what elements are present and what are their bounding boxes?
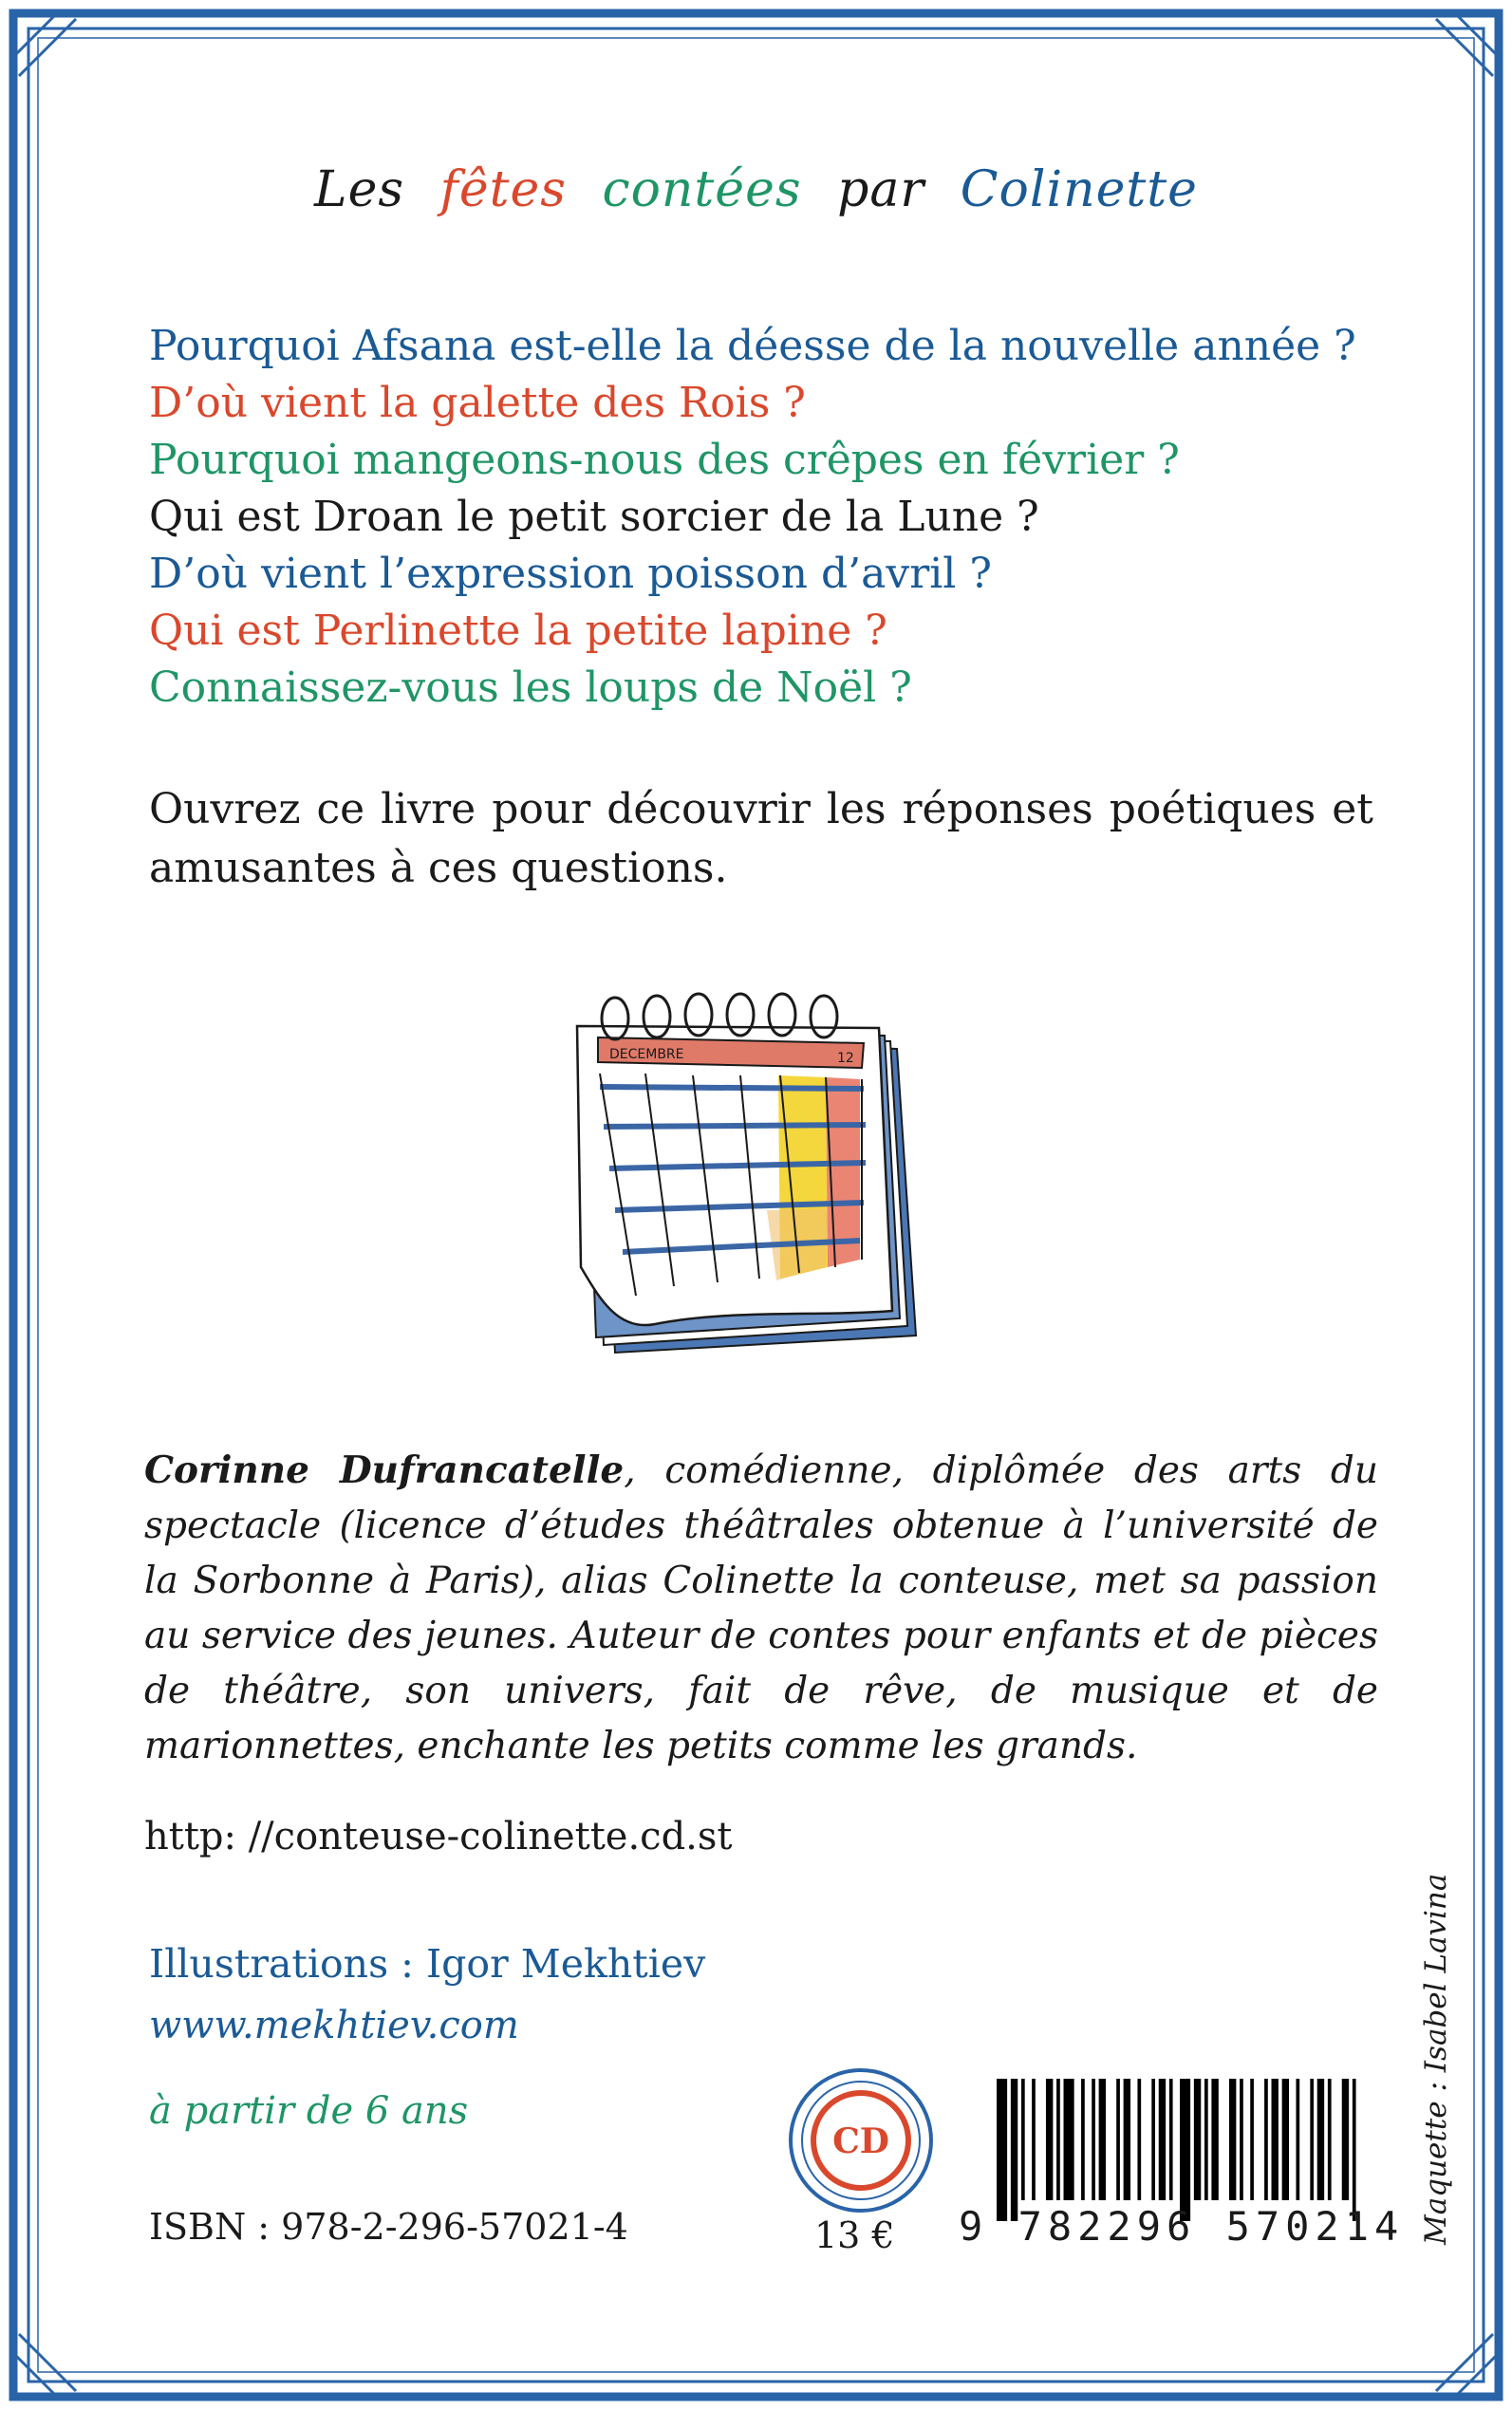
- barcode-bar: [1032, 2079, 1036, 2200]
- barcode-bar: [1180, 2079, 1190, 2221]
- question-afsana: Pourquoi Afsana est-elle la déesse de la nouvelle année ?: [149, 322, 1356, 370]
- question-poisson-avril: D’où vient l’expression poisson d’avril ?: [149, 550, 992, 598]
- author-bio: [144, 1443, 1378, 1774]
- question-loups-noel: Connaissez-vous les loups de Noël ?: [149, 663, 912, 712]
- cd-label: CD: [832, 2121, 889, 2161]
- intro-paragraph: Ouvrez ce livre pour découvrir les réponses poétiques et amusantes à ces questions.: [149, 785, 1373, 892]
- barcode-bar: [1021, 2079, 1025, 2200]
- question-droan: Qui est Droan le petit sorcier de la Lune ?: [149, 493, 1039, 541]
- series-word-les: Les: [314, 161, 405, 218]
- barcode-bar: [1099, 2079, 1106, 2200]
- barcode-bar: [1272, 2079, 1279, 2200]
- barcode-bar: [1194, 2079, 1201, 2200]
- price: 13 €: [814, 2214, 895, 2256]
- barcode-bar: [1310, 2079, 1314, 2200]
- isbn: ISBN : 978-2-296-57021-4: [149, 2206, 628, 2248]
- author-name: Corinne Dufrancatelle: [144, 1448, 625, 1492]
- illustrations-credit: Illustrations : Igor Mekhtiev: [149, 1941, 706, 1987]
- barcode-bar: [1064, 2079, 1074, 2200]
- questions-list: [149, 318, 1392, 717]
- barcode-bar: [1229, 2079, 1236, 2200]
- barcode-bar: [1124, 2079, 1130, 2200]
- author-bio-text: , comédienne, diplômée des arts du spectacle (licence d’études théâtrales obtenue à l’université de la Sorbonne à Paris), alias Colinette la conteuse, met sa passion au service des jeunes. Auteur de contes pour enfants et de pièces de théâtre, son univers, fait de rêve, de musique et de marionnettes, enchante les petits comme les grands.: [144, 1449, 1379, 1767]
- barcode-bar: [1240, 2079, 1243, 2200]
- illustrator-website[interactable]: www.mekhtiev.com: [149, 2004, 519, 2047]
- barcode-bar: [1282, 2079, 1289, 2200]
- barcode-bar: [1159, 2079, 1166, 2200]
- calendar-month: DECEMBRE: [609, 1047, 684, 1062]
- question-perlinette: Qui est Perlinette la petite lapine ?: [149, 607, 887, 655]
- barcode-bar: [1296, 2079, 1299, 2200]
- barcode-bar: [1046, 2079, 1053, 2200]
- barcode-bar: [1151, 2079, 1155, 2200]
- barcode-bar: [1264, 2079, 1268, 2200]
- barcode-bar: [1056, 2079, 1060, 2200]
- author-website[interactable]: http: //conteuse-colinette.cd.st: [144, 1815, 733, 1859]
- barcode-bar: [1328, 2079, 1332, 2200]
- barcode-bar: [1317, 2079, 1324, 2200]
- question-galette: D’où vient la galette des Rois ?: [149, 379, 806, 427]
- barcode-bar: [1137, 2079, 1141, 2200]
- age-range: à partir de 6 ans: [149, 2089, 469, 2133]
- cd-icon: [787, 2066, 935, 2214]
- barcode-bar: [1169, 2079, 1173, 2200]
- barcode-bar: [1011, 2079, 1017, 2221]
- layout-credit: Maquette : Isabel Lavina: [1419, 1873, 1453, 2245]
- series-title: [0, 157, 1512, 223]
- barcode-bar: [1342, 2079, 1349, 2200]
- series-word-par: par: [837, 161, 925, 218]
- barcode-bar: [1092, 2079, 1095, 2200]
- barcode-bar: [1250, 2079, 1254, 2200]
- series-word-contees: contées: [602, 161, 802, 218]
- barcode-bar: [1081, 2079, 1085, 2200]
- series-word-colinette: Colinette: [960, 161, 1198, 218]
- barcode-bar: [997, 2079, 1007, 2221]
- question-crepes: Pourquoi mangeons-nous des crêpes en février ?: [149, 436, 1180, 484]
- barcode-bar: [1353, 2079, 1356, 2221]
- barcode-number: 9 782296 570214: [959, 2203, 1405, 2250]
- barcode-bar: [1211, 2079, 1218, 2200]
- series-word-fetes: fêtes: [439, 161, 567, 218]
- calendar-day: 12: [837, 1051, 854, 1066]
- barcode-bar: [1204, 2079, 1208, 2200]
- barcode-bar: [1116, 2079, 1120, 2200]
- calendar-illustration: [541, 982, 940, 1381]
